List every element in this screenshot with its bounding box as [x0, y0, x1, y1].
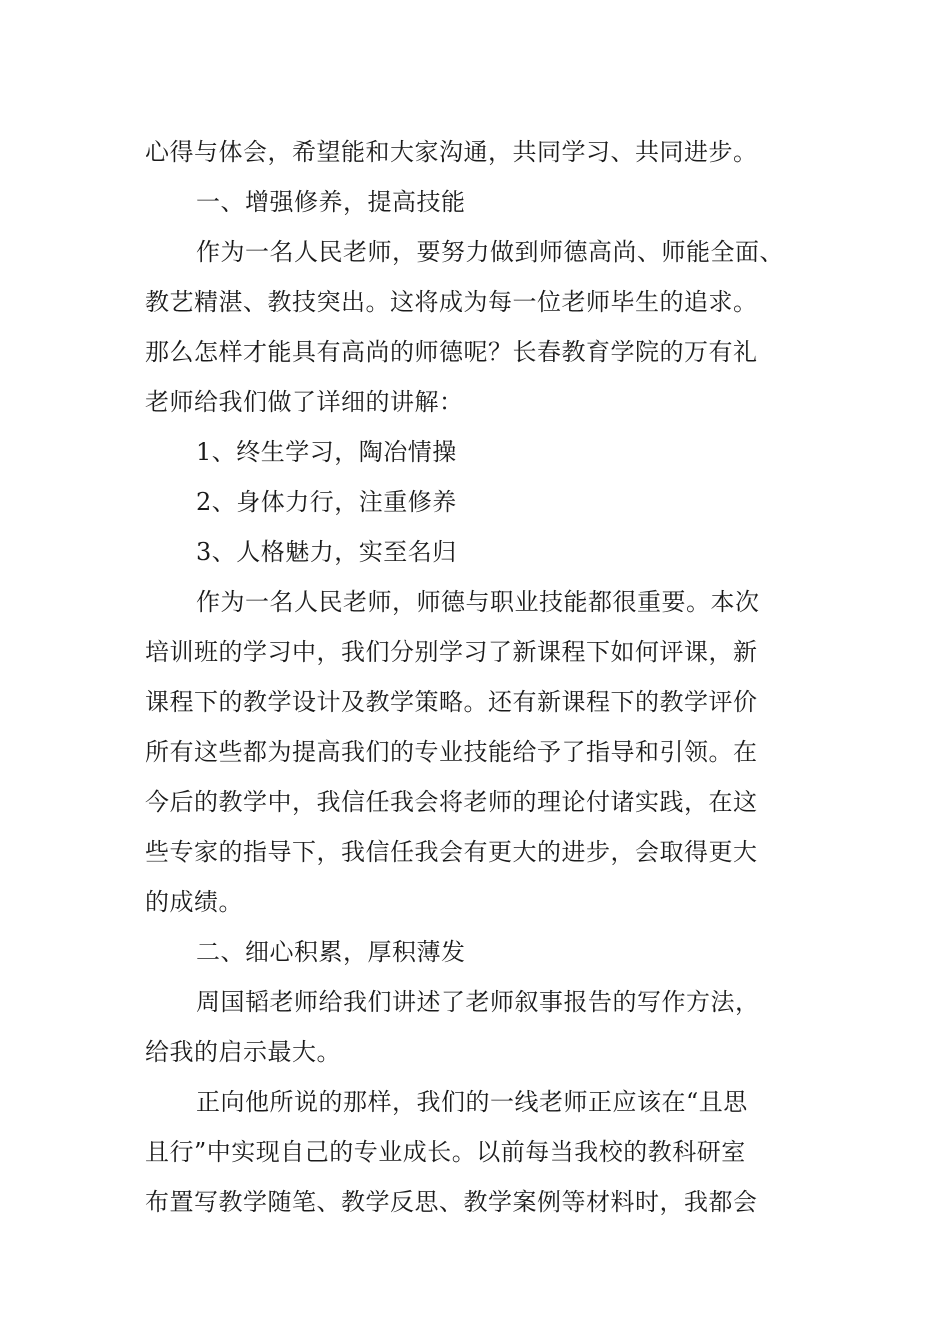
section-heading: 二、细心积累，厚积薄发 [196, 938, 466, 966]
paragraph-line: 给我的启示最大。 [145, 1038, 341, 1066]
paragraph-line: 培训班的学习中，我们分别学习了新课程下如何评课，新 [145, 638, 758, 666]
list-item: 1、终生学习，陶冶情操 [196, 438, 457, 466]
paragraph-line: 正向他所说的那样，我们的一线老师正应该在“且思 [196, 1088, 748, 1116]
paragraph-line: 的成绩。 [145, 888, 243, 916]
paragraph-line: 作为一名人民老师，师德与职业技能都很重要。本次 [196, 588, 760, 616]
list-item: 2、身体力行，注重修养 [196, 488, 457, 516]
paragraph-line: 且行”中实现自己的专业成长。以前每当我校的教科研室 [145, 1138, 746, 1166]
section-heading: 一、增强修养，提高技能 [196, 188, 466, 216]
paragraph-line: 心得与体会，希望能和大家沟通，共同学习、共同进步。 [145, 138, 758, 166]
document-body [145, 127, 835, 1227]
paragraph-line: 周国韬老师给我们讲述了老师叙事报告的写作方法， [196, 988, 760, 1016]
paragraph-line: 那么怎样才能具有高尚的师德呢？长春教育学院的万有礼 [145, 338, 758, 366]
list-item: 3、人格魅力，实至名归 [196, 538, 457, 566]
paragraph-line: 课程下的教学设计及教学策略。还有新课程下的教学评价 [145, 688, 758, 716]
paragraph-line: 老师给我们做了详细的讲解： [145, 388, 464, 416]
paragraph-line: 今后的教学中，我信任我会将老师的理论付诸实践，在这 [145, 788, 758, 816]
paragraph-line: 些专家的指导下，我信任我会有更大的进步，会取得更大 [145, 838, 758, 866]
paragraph-line: 布置写教学随笔、教学反思、教学案例等材料时，我都会 [145, 1188, 758, 1216]
paragraph-line: 作为一名人民老师，要努力做到师德高尚、师能全面、 [196, 238, 784, 266]
paragraph-line: 所有这些都为提高我们的专业技能给予了指导和引领。在 [145, 738, 758, 766]
paragraph-line: 教艺精湛、教技突出。这将成为每一位老师毕生的追求。 [145, 288, 758, 316]
